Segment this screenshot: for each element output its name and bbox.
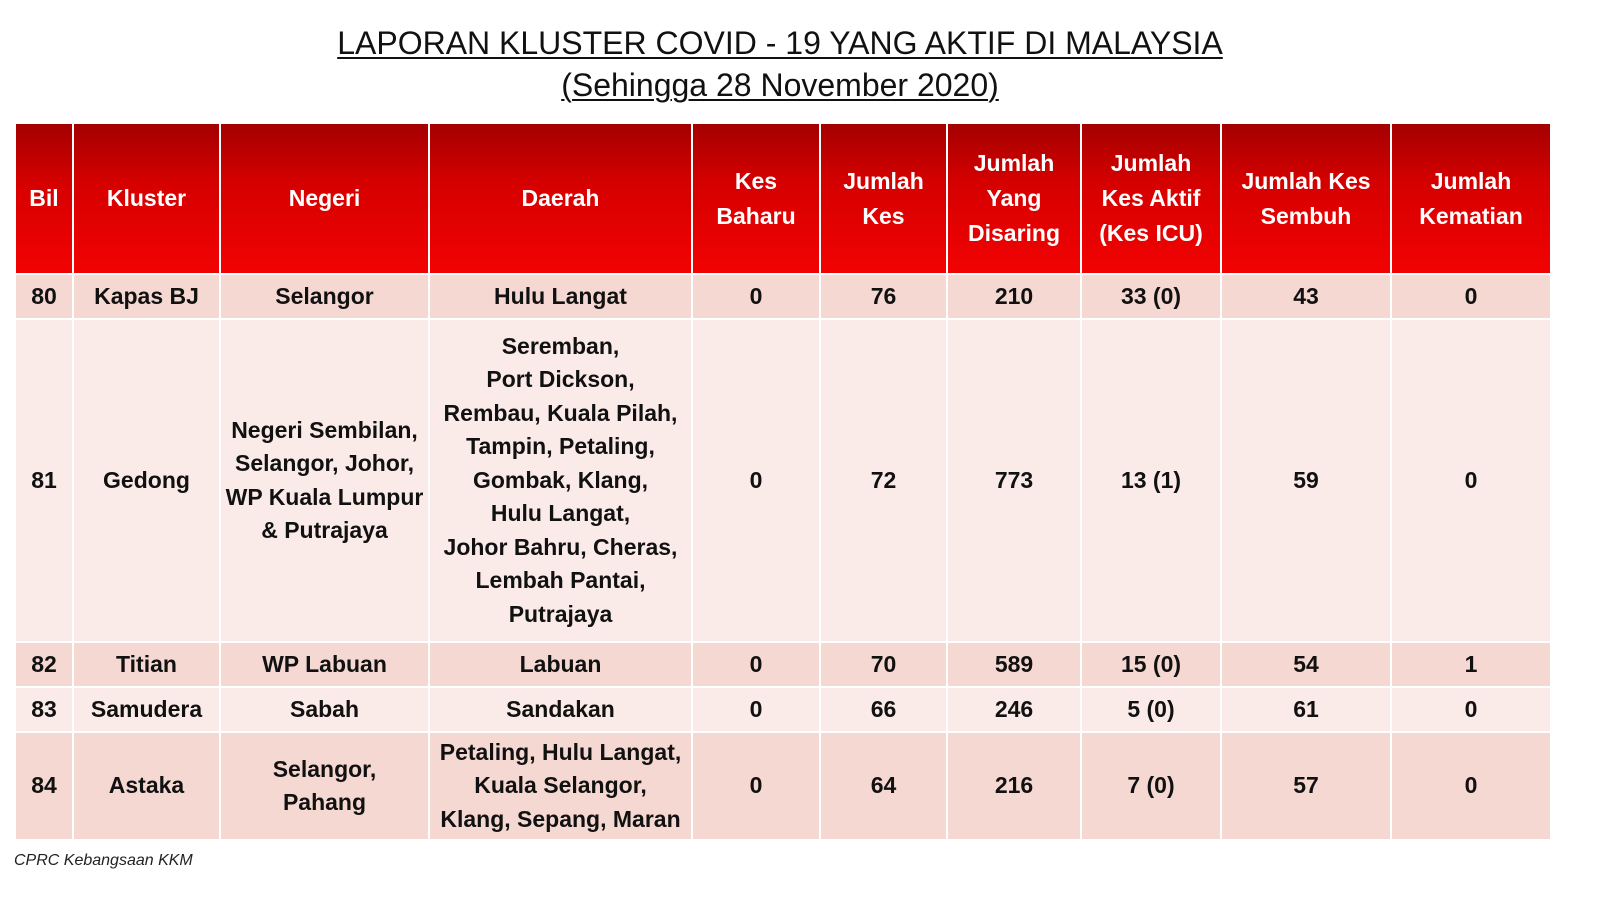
cell-jumlah-disaring: 773 <box>947 319 1081 642</box>
cell-daerah: Seremban, Port Dickson, Rembau, Kuala Pilah, Tampin, Petaling, Gombak, Klang, Hulu Langat, Johor Bahru, Cheras, Lembah Pantai, Putrajaya <box>429 319 692 642</box>
cell-bil: 81 <box>15 319 73 642</box>
cell-negeri: WP Labuan <box>220 642 429 687</box>
cell-sembuh: 61 <box>1221 687 1391 732</box>
cell-kes-baharu: 0 <box>692 642 820 687</box>
cell-kes-aktif: 33 (0) <box>1081 274 1221 319</box>
cell-kematian: 0 <box>1391 274 1551 319</box>
cell-jumlah-kes: 66 <box>820 687 947 732</box>
header-jumlah-disaring: Jumlah Yang Disaring <box>947 123 1081 274</box>
cluster-table <box>14 122 1552 841</box>
source-footer: CPRC Kebangsaan KKM <box>14 852 193 869</box>
cell-kluster: Titian <box>73 642 220 687</box>
cell-sembuh: 59 <box>1221 319 1391 642</box>
cell-kluster: Astaka <box>73 732 220 840</box>
cell-negeri: Selangor <box>220 274 429 319</box>
cell-kes-aktif: 7 (0) <box>1081 732 1221 840</box>
cell-kes-baharu: 0 <box>692 732 820 840</box>
cell-kematian: 0 <box>1391 687 1551 732</box>
cell-kes-baharu: 0 <box>692 687 820 732</box>
header-daerah: Daerah <box>429 123 692 274</box>
table-header-row <box>15 123 1551 274</box>
title-line-1: LAPORAN KLUSTER COVID - 19 YANG AKTIF DI MALAYSIA <box>337 25 1223 61</box>
header-sembuh: Jumlah Kes Sembuh <box>1221 123 1391 274</box>
cell-bil: 84 <box>15 732 73 840</box>
cell-kes-baharu: 0 <box>692 319 820 642</box>
cell-sembuh: 57 <box>1221 732 1391 840</box>
cell-jumlah-kes: 72 <box>820 319 947 642</box>
cell-jumlah-disaring: 216 <box>947 732 1081 840</box>
cell-bil: 83 <box>15 687 73 732</box>
cell-daerah: Sandakan <box>429 687 692 732</box>
table-row <box>15 274 1551 319</box>
cell-jumlah-kes: 64 <box>820 732 947 840</box>
title-line-2: (Sehingga 28 November 2020) <box>561 67 999 103</box>
cell-kes-aktif: 5 (0) <box>1081 687 1221 732</box>
cell-daerah: Hulu Langat <box>429 274 692 319</box>
table-row <box>15 642 1551 687</box>
cell-kematian: 0 <box>1391 732 1551 840</box>
report-title <box>0 22 1560 106</box>
cell-jumlah-kes: 76 <box>820 274 947 319</box>
cell-jumlah-disaring: 210 <box>947 274 1081 319</box>
cell-jumlah-kes: 70 <box>820 642 947 687</box>
header-bil: Bil <box>15 123 73 274</box>
cell-negeri: Selangor, Pahang <box>220 732 429 840</box>
cell-jumlah-disaring: 589 <box>947 642 1081 687</box>
cell-bil: 82 <box>15 642 73 687</box>
cell-kes-baharu: 0 <box>692 274 820 319</box>
cell-kluster: Samudera <box>73 687 220 732</box>
cell-sembuh: 54 <box>1221 642 1391 687</box>
cell-kematian: 0 <box>1391 319 1551 642</box>
cell-kes-aktif: 13 (1) <box>1081 319 1221 642</box>
header-kluster: Kluster <box>73 123 220 274</box>
cell-kematian: 1 <box>1391 642 1551 687</box>
table-row <box>15 732 1551 840</box>
cell-jumlah-disaring: 246 <box>947 687 1081 732</box>
table-row <box>15 687 1551 732</box>
header-negeri: Negeri <box>220 123 429 274</box>
cell-kluster: Gedong <box>73 319 220 642</box>
cell-daerah: Labuan <box>429 642 692 687</box>
cell-negeri: Negeri Sembilan, Selangor, Johor, WP Kuala Lumpur & Putrajaya <box>220 319 429 642</box>
cell-kes-aktif: 15 (0) <box>1081 642 1221 687</box>
table-row <box>15 319 1551 642</box>
cell-daerah: Petaling, Hulu Langat, Kuala Selangor, Klang, Sepang, Maran <box>429 732 692 840</box>
cell-sembuh: 43 <box>1221 274 1391 319</box>
header-jumlah-kes: Jumlah Kes <box>820 123 947 274</box>
cell-bil: 80 <box>15 274 73 319</box>
header-kematian: Jumlah Kematian <box>1391 123 1551 274</box>
header-kes-aktif: Jumlah Kes Aktif (Kes ICU) <box>1081 123 1221 274</box>
cell-kluster: Kapas BJ <box>73 274 220 319</box>
header-kes-baharu: Kes Baharu <box>692 123 820 274</box>
cell-negeri: Sabah <box>220 687 429 732</box>
